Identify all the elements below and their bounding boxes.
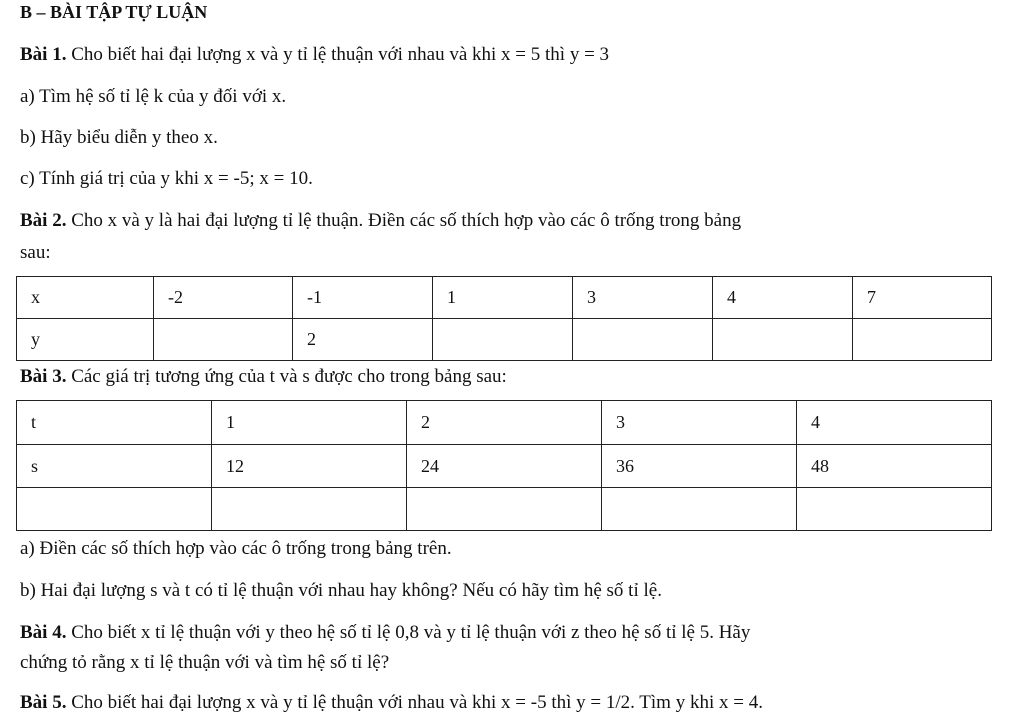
bai2-cell (154, 319, 293, 361)
bai3-row-empty (17, 488, 992, 531)
bai1-part-b: b) Hãy biểu diễn y theo x. (20, 127, 218, 148)
bai2-text-line1: Cho x và y là hai đại lượng tỉ lệ thuận. Điền các số thích hợp vào các ô trống trong bảng (66, 210, 742, 231)
bai2-cell: -1 (293, 277, 433, 319)
bai3-cell: 24 (407, 445, 602, 488)
bai3-cell: 48 (797, 445, 992, 488)
bai3-text: Các giá trị tương ứng của t và s được cho trong bảng sau: (66, 366, 507, 387)
bai2-cell: 3 (573, 277, 713, 319)
bai1-statement (20, 44, 609, 66)
bai3-statement (20, 366, 507, 388)
bai2-text-line2: sau: (20, 242, 51, 263)
bai3-cell: 4 (797, 401, 992, 445)
bai3-row-t (17, 401, 992, 445)
bai2-cell: 2 (293, 319, 433, 361)
bai2-cell (853, 319, 992, 361)
bai3-cell: s (17, 445, 212, 488)
bai3-row-s (17, 445, 992, 488)
bai3-cell: 36 (602, 445, 797, 488)
bai3-cell (602, 488, 797, 531)
bai2-cell: 1 (433, 277, 573, 319)
bai2-cell (573, 319, 713, 361)
bai1-part-c: c) Tính giá trị của y khi x = -5; x = 10. (20, 168, 313, 189)
bai2-row-y (17, 319, 992, 361)
bai2-statement (20, 210, 741, 232)
bai2-cell (713, 319, 853, 361)
bai3-cell (17, 488, 212, 531)
bai3-cell (407, 488, 602, 531)
bai3-cell: 1 (212, 401, 407, 445)
bai3-cell (797, 488, 992, 531)
bai3-cell (212, 488, 407, 531)
bai2-table (16, 276, 992, 361)
bai4-text-line2: chứng tỏ rằng x tỉ lệ thuận với và tìm hệ số tỉ lệ? (20, 652, 390, 673)
bai3-cell: 12 (212, 445, 407, 488)
bai2-cell: 7 (853, 277, 992, 319)
bai1-text: Cho biết hai đại lượng x và y tỉ lệ thuận với nhau và khi x = 5 thì y = 3 (66, 44, 610, 65)
bai5-text: Cho biết hai đại lượng x và y tỉ lệ thuận với nhau và khi x = -5 thì y = 1/2. Tìm y khi x = 4. (66, 692, 763, 713)
bai4-statement (20, 622, 750, 644)
bai1-part-a: a) Tìm hệ số tỉ lệ k của y đối với x. (20, 86, 287, 107)
bai2-label: Bài 2. (20, 210, 67, 231)
bai3-part-a: a) Điền các số thích hợp vào các ô trống trong bảng trên. (20, 538, 452, 559)
bai3-label: Bài 3. (20, 366, 67, 387)
bai2-cell: -2 (154, 277, 293, 319)
bai5-label: Bài 5. (20, 692, 67, 713)
bai1-label: Bài 1. (20, 44, 67, 65)
bai5-statement (20, 692, 763, 714)
section-title: B – BÀI TẬP TỰ LUẬN (20, 2, 208, 22)
bai2-cell: 4 (713, 277, 853, 319)
bai2-cell: x (17, 277, 154, 319)
bai3-cell: 2 (407, 401, 602, 445)
bai2-row-x (17, 277, 992, 319)
bai3-cell: 3 (602, 401, 797, 445)
bai3-part-b: b) Hai đại lượng s và t có tỉ lệ thuận với nhau hay không? Nếu có hãy tìm hệ số tỉ lệ. (20, 580, 662, 601)
bai2-cell: y (17, 319, 154, 361)
bai3-cell: t (17, 401, 212, 445)
bai4-text-line1: Cho biết x tỉ lệ thuận với y theo hệ số tỉ lệ 0,8 và y tỉ lệ thuận với z theo hệ số tỉ lệ 5. Hãy (66, 622, 751, 643)
bai4-label: Bài 4. (20, 622, 67, 643)
bai3-table (16, 400, 992, 531)
bai2-cell (433, 319, 573, 361)
